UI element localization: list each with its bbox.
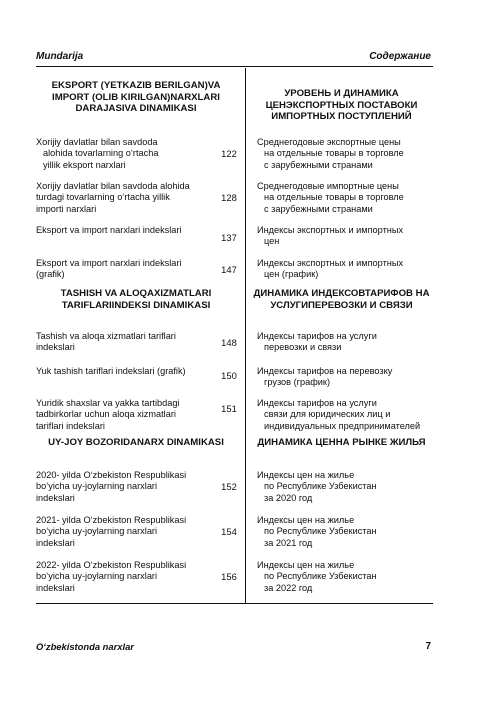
- text-line: Yuk tashish tariflari indekslari (grafik): [36, 366, 186, 376]
- page-number: 7: [425, 641, 431, 652]
- text-line: Eksport va import narxlari indekslari: [36, 258, 182, 268]
- text-line: TASHISH VA ALOQA: [60, 288, 154, 299]
- text-line: грузов (график): [264, 377, 331, 388]
- text-line: с зарубежными странами: [264, 159, 373, 170]
- column-divider: [245, 68, 246, 603]
- toc-entry-uz[interactable]: [36, 366, 216, 377]
- toc-entry-ru[interactable]: [257, 398, 435, 432]
- toc-entry-uz[interactable]: [36, 225, 216, 236]
- toc-page-number: 122: [221, 148, 237, 159]
- toc-entry-uz[interactable]: [36, 398, 216, 432]
- text-line: цен: [264, 236, 280, 247]
- text-line: Индексы цен на жилье: [257, 470, 355, 480]
- header-left-title: Mundarija: [36, 51, 84, 62]
- text-line: Xorijiy davlatlar bilan savdoda: [36, 137, 158, 147]
- toc-entry-uz[interactable]: [36, 258, 216, 281]
- toc-entry-uz[interactable]: [36, 515, 216, 549]
- text-line: tadbirkorlar uchun aloqa xizmatlari: [36, 409, 176, 420]
- section-heading-ru: [250, 88, 433, 123]
- section-heading-uz: [36, 437, 236, 449]
- text-line: по Республике Узбекистан: [264, 571, 377, 582]
- text-line: Индексы экспортных и импортных: [257, 225, 404, 235]
- toc-page-number: 150: [221, 370, 237, 381]
- toc-entry-uz[interactable]: [36, 560, 216, 594]
- text-line: Eksport va import narxlari indekslari: [36, 225, 182, 235]
- text-line: NARX DINAMIKASI: [136, 437, 224, 448]
- text-line: VA IMPORT (OLIB KIRILGAN): [52, 80, 221, 103]
- text-line: 2020- yilda O‘zbekiston Respublikasi: [36, 470, 187, 480]
- toc-page-number: 147: [221, 264, 237, 275]
- text-line: на отдельные товары в торговле: [264, 148, 404, 159]
- toc-entry-ru[interactable]: [257, 560, 435, 594]
- text-line: ПЕРЕВОЗКИ И СВЯЗИ: [308, 299, 413, 311]
- toc-entry-ru[interactable]: [257, 331, 435, 354]
- toc-entry-uz[interactable]: [36, 181, 216, 215]
- text-line: indekslari: [36, 537, 75, 548]
- text-line: Среднегодовые импортные цены: [257, 181, 399, 191]
- text-line: Индексы тарифов на услуги: [257, 331, 377, 341]
- toc-page-number: 151: [221, 403, 237, 414]
- toc-entry-uz[interactable]: [36, 331, 216, 354]
- toc-entry-ru[interactable]: [257, 258, 435, 281]
- text-line: (grafik): [36, 269, 65, 280]
- toc-page-number: 137: [221, 232, 237, 243]
- text-line: Среднегодовые экспортные цены: [257, 137, 401, 147]
- toc-page-number: 152: [221, 481, 237, 492]
- text-line: bo‘yicha uy-joylarning narxlari: [36, 526, 158, 537]
- toc-entry-ru[interactable]: [257, 470, 435, 504]
- section-heading-uz: [36, 288, 236, 311]
- toc-entry-uz[interactable]: [36, 470, 216, 504]
- text-line: turdagi tovarlarning o‘rtacha yillik: [36, 192, 170, 203]
- text-line: на отдельные товары в торговле: [264, 192, 404, 203]
- text-line: bo‘yicha uy-joylarning narxlari: [36, 571, 158, 582]
- toc-entry-ru[interactable]: [257, 366, 435, 389]
- text-line: Индексы цен на жилье: [257, 515, 355, 525]
- section-heading-ru: [250, 288, 433, 311]
- text-line: Xorijiy davlatlar bilan savdoda alohida: [36, 181, 190, 191]
- section-heading-uz: [36, 80, 236, 115]
- text-line: Tashish va aloqa xizmatlari tariflari: [36, 331, 176, 341]
- toc-entry-ru[interactable]: [257, 225, 435, 248]
- text-line: по Республике Узбекистан: [264, 481, 377, 492]
- bottom-rule: [36, 603, 433, 604]
- section-heading-ru: [250, 437, 433, 449]
- text-line: за 2020 год: [264, 492, 313, 503]
- text-line: с зарубежными странами: [264, 203, 373, 214]
- text-line: Yuridik shaxslar va yakka tartibdagi: [36, 398, 180, 408]
- text-line: НА РЫНКЕ ЖИЛЬЯ: [335, 437, 426, 448]
- footer-title: O‘zbekistonda narxlar: [36, 641, 134, 652]
- text-line: ДИНАМИКА ИНДЕКСОВ: [253, 288, 365, 299]
- text-line: indekslari: [36, 582, 75, 593]
- text-line: NARXLARI DARAJASI: [75, 91, 220, 114]
- text-line: bo‘yicha uy-joylarning narxlari: [36, 481, 158, 492]
- text-line: ТАРИФОВ НА УСЛУГИ: [270, 288, 430, 311]
- text-line: перевозки и связи: [264, 342, 342, 353]
- text-line: Индексы цен на жилье: [257, 560, 355, 570]
- text-line: И ИМПОРТНЫХ ПОСТУПЛЕНИЙ: [271, 99, 418, 122]
- text-line: VA DINAMIKASI: [124, 103, 197, 114]
- text-line: ЭКСПОРТНЫХ ПОСТАВОК: [285, 99, 411, 111]
- text-line: UY-JOY BOZORIDA: [48, 437, 137, 448]
- header-right-title: Содержание: [369, 51, 431, 62]
- text-line: цен (график): [264, 269, 319, 280]
- text-line: indekslari: [36, 342, 75, 353]
- text-line: Индексы тарифов на услуги: [257, 398, 377, 408]
- toc-page-number: 156: [221, 571, 237, 582]
- text-line: importi narxlari: [36, 203, 97, 214]
- text-line: 2022- yilda O‘zbekiston Respublikasi: [36, 560, 187, 570]
- text-line: EKSPORT (YETKAZIB BERILGAN): [51, 80, 208, 91]
- text-line: за 2022 год: [264, 582, 313, 593]
- text-line: 2021- yilda O‘zbekiston Respublikasi: [36, 515, 187, 525]
- text-line: по Республике Узбекистан: [264, 526, 377, 537]
- text-line: УРОВЕНЬ И ДИНАМИКА ЦЕН: [265, 88, 399, 111]
- text-line: за 2021 год: [264, 537, 313, 548]
- text-line: tariflari indekslari: [36, 420, 105, 431]
- text-line: alohida tovarlarning o‘rtacha: [43, 148, 159, 159]
- toc-entry-ru[interactable]: [257, 515, 435, 549]
- text-line: ДИНАМИКА ЦЕН: [257, 437, 336, 448]
- text-line: Индексы экспортных и импортных: [257, 258, 404, 268]
- text-line: связи для юридических лиц и: [264, 409, 391, 420]
- text-line: INDEKSI DINAMIKASI: [111, 299, 211, 311]
- toc-entry-uz[interactable]: [36, 137, 216, 171]
- text-line: yillik eksport narxlari: [43, 159, 126, 170]
- toc-page-number: 128: [221, 192, 237, 203]
- toc-entry-ru[interactable]: [257, 181, 435, 215]
- text-line: XIZMATLARI TARIFLARI: [61, 288, 212, 311]
- toc-entry-ru[interactable]: [257, 137, 435, 171]
- toc-page-number: 148: [221, 337, 237, 348]
- toc-page-number: 154: [221, 526, 237, 537]
- header-rule: [36, 66, 433, 67]
- page-footer: [36, 641, 431, 652]
- text-line: indekslari: [36, 492, 75, 503]
- text-line: индивидуальных предпринимателей: [264, 420, 421, 431]
- text-line: Индексы тарифов на перевозку: [257, 366, 393, 376]
